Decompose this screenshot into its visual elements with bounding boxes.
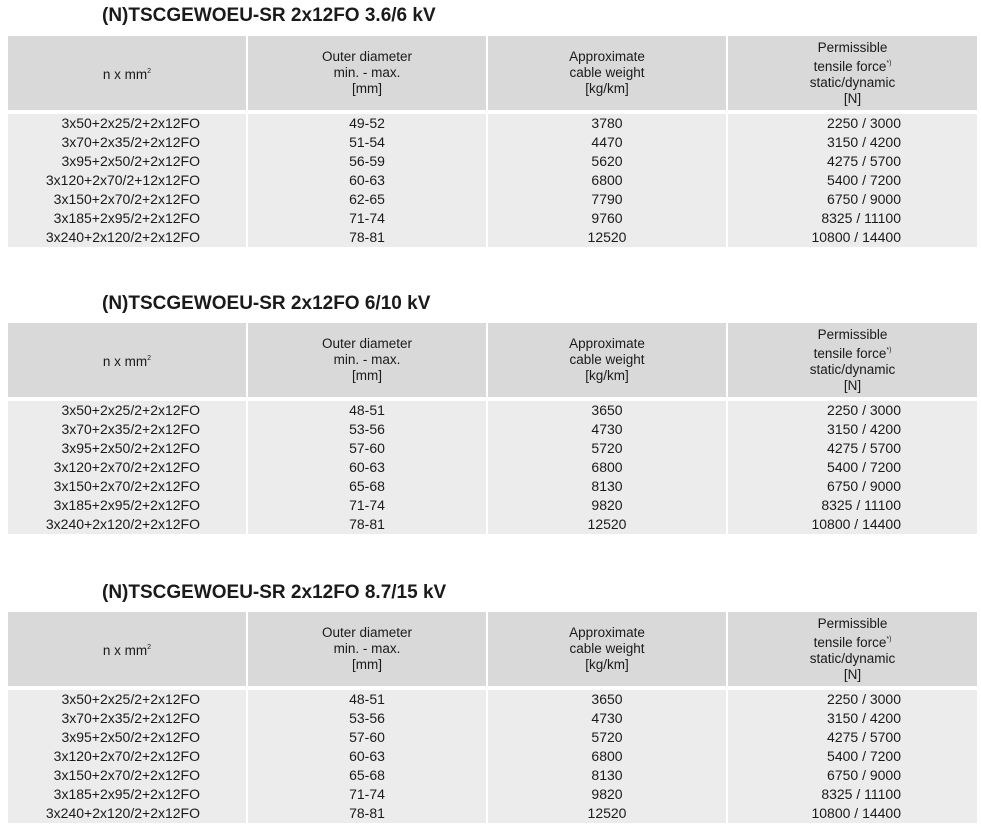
header-outer-diameter: Outer diameter min. - max. [mm] bbox=[248, 612, 486, 686]
header-tensile-force: Permissible tensile force*) static/dynamic [N] bbox=[728, 612, 977, 686]
cell-weight: 6800 bbox=[488, 458, 726, 477]
cell-tensile: 5400 / 7200 bbox=[728, 747, 977, 766]
cell-weight: 9820 bbox=[488, 496, 726, 515]
cell-diameter: 53-56 bbox=[248, 420, 486, 439]
table-row bbox=[8, 496, 977, 515]
cell-tensile: 10800 / 14400 bbox=[728, 515, 977, 534]
cell-type: 3x150+2x70/2+2x12FO bbox=[8, 766, 246, 785]
cell-diameter: 60-63 bbox=[248, 171, 486, 190]
cell-tensile: 6750 / 9000 bbox=[728, 477, 977, 496]
cell-weight: 3650 bbox=[488, 690, 726, 709]
cell-type: 3x185+2x95/2+2x12FO bbox=[8, 209, 246, 228]
table-row bbox=[8, 515, 977, 534]
cell-type: 3x150+2x70/2+2x12FO bbox=[8, 477, 246, 496]
cell-tensile: 10800 / 14400 bbox=[728, 228, 977, 247]
cell-weight: 8130 bbox=[488, 477, 726, 496]
cell-diameter: 57-60 bbox=[248, 728, 486, 747]
cell-weight: 12520 bbox=[488, 515, 726, 534]
header-cable-weight: Approximate cable weight [kg/km] bbox=[488, 612, 726, 686]
table-row bbox=[8, 690, 977, 709]
cell-diameter: 62-65 bbox=[248, 190, 486, 209]
table-row bbox=[8, 401, 977, 420]
cell-type: 3x50+2x25/2+2x12FO bbox=[8, 690, 246, 709]
cell-tensile: 4275 / 5700 bbox=[728, 439, 977, 458]
table-row bbox=[8, 766, 977, 785]
header-cable-weight: Approximate cable weight [kg/km] bbox=[488, 36, 726, 110]
header-cross-section: n x $mm^2$ bbox=[8, 36, 246, 110]
cell-type: 3x185+2x95/2+2x12FO bbox=[8, 496, 246, 515]
cell-weight: 12520 bbox=[488, 228, 726, 247]
cell-tensile: 10800 / 14400 bbox=[728, 804, 977, 823]
section-title: (N)TSCGEWOEU-SR 2x12FO 3.6/6 kV bbox=[102, 5, 436, 26]
table-row bbox=[8, 747, 977, 766]
cell-weight: 4470 bbox=[488, 133, 726, 152]
cell-type: 3x240+2x120/2+2x12FO bbox=[8, 804, 246, 823]
cell-tensile: 8325 / 11100 bbox=[728, 496, 977, 515]
table-row bbox=[8, 209, 977, 228]
cell-tensile: 5400 / 7200 bbox=[728, 171, 977, 190]
cell-type: 3x240+2x120/2+2x12FO bbox=[8, 515, 246, 534]
table-row bbox=[8, 709, 977, 728]
cell-diameter: 65-68 bbox=[248, 766, 486, 785]
cell-tensile: 3150 / 4200 bbox=[728, 420, 977, 439]
cell-weight: 9760 bbox=[488, 209, 726, 228]
cell-diameter: 48-51 bbox=[248, 401, 486, 420]
cell-weight: 4730 bbox=[488, 420, 726, 439]
table-row bbox=[8, 228, 977, 247]
cell-type: 3x120+2x70/2+2x12FO bbox=[8, 747, 246, 766]
header-tensile-force: Permissible tensile force*) static/dynamic [N] bbox=[728, 36, 977, 110]
header-row bbox=[8, 612, 977, 686]
table-row bbox=[8, 152, 977, 171]
cell-tensile: 8325 / 11100 bbox=[728, 785, 977, 804]
cell-weight: 6800 bbox=[488, 171, 726, 190]
cell-diameter: 78-81 bbox=[248, 228, 486, 247]
cell-diameter: 57-60 bbox=[248, 439, 486, 458]
cell-type: 3x70+2x35/2+2x12FO bbox=[8, 420, 246, 439]
cell-diameter: 60-63 bbox=[248, 747, 486, 766]
cell-diameter: 65-68 bbox=[248, 477, 486, 496]
cell-weight: 7790 bbox=[488, 190, 726, 209]
table-row bbox=[8, 439, 977, 458]
cell-diameter: 53-56 bbox=[248, 709, 486, 728]
cell-tensile: 3150 / 4200 bbox=[728, 709, 977, 728]
table-row bbox=[8, 804, 977, 823]
cell-type: 3x150+2x70/2+2x12FO bbox=[8, 190, 246, 209]
cell-diameter: 49-52 bbox=[248, 114, 486, 133]
cell-weight: 3780 bbox=[488, 114, 726, 133]
table-row bbox=[8, 728, 977, 747]
cell-weight: 3650 bbox=[488, 401, 726, 420]
table-row bbox=[8, 190, 977, 209]
cell-type: 3x70+2x35/2+2x12FO bbox=[8, 709, 246, 728]
header-tensile-force: Permissible tensile force*) static/dynamic [N] bbox=[728, 323, 977, 397]
header-cross-section: n x $mm^2$ bbox=[8, 323, 246, 397]
cell-type: 3x240+2x120/2+2x12FO bbox=[8, 228, 246, 247]
table-row bbox=[8, 458, 977, 477]
cell-diameter: 78-81 bbox=[248, 515, 486, 534]
cable-spec-table bbox=[6, 612, 979, 823]
cell-type: 3x70+2x35/2+2x12FO bbox=[8, 133, 246, 152]
cell-type: 3x95+2x50/2+2x12FO bbox=[8, 152, 246, 171]
cell-weight: 5720 bbox=[488, 728, 726, 747]
cell-weight: 8130 bbox=[488, 766, 726, 785]
cell-diameter: 78-81 bbox=[248, 804, 486, 823]
cell-type: 3x185+2x95/2+2x12FO bbox=[8, 785, 246, 804]
cell-weight: 5720 bbox=[488, 439, 726, 458]
table-row bbox=[8, 114, 977, 133]
cell-type: 3x95+2x50/2+2x12FO bbox=[8, 439, 246, 458]
cell-diameter: 71-74 bbox=[248, 496, 486, 515]
cell-weight: 5620 bbox=[488, 152, 726, 171]
header-row bbox=[8, 36, 977, 110]
table-row bbox=[8, 477, 977, 496]
cell-type: 3x50+2x25/2+2x12FO bbox=[8, 114, 246, 133]
cell-tensile: 2250 / 3000 bbox=[728, 401, 977, 420]
header-row bbox=[8, 323, 977, 397]
cell-type: 3x50+2x25/2+2x12FO bbox=[8, 401, 246, 420]
section-title: (N)TSCGEWOEU-SR 2x12FO 8.7/15 kV bbox=[102, 582, 447, 603]
header-outer-diameter: Outer diameter min. - max. [mm] bbox=[248, 36, 486, 110]
cell-tensile: 2250 / 3000 bbox=[728, 114, 977, 133]
cell-tensile: 6750 / 9000 bbox=[728, 766, 977, 785]
cable-spec-table bbox=[6, 323, 979, 534]
cell-diameter: 71-74 bbox=[248, 785, 486, 804]
cell-diameter: 56-59 bbox=[248, 152, 486, 171]
table-row bbox=[8, 785, 977, 804]
cell-tensile: 4275 / 5700 bbox=[728, 152, 977, 171]
header-outer-diameter: Outer diameter min. - max. [mm] bbox=[248, 323, 486, 397]
cell-weight: 12520 bbox=[488, 804, 726, 823]
header-cross-section: n x $mm^2$ bbox=[8, 612, 246, 686]
cell-type: 3x95+2x50/2+2x12FO bbox=[8, 728, 246, 747]
table-row bbox=[8, 420, 977, 439]
cell-tensile: 3150 / 4200 bbox=[728, 133, 977, 152]
cell-tensile: 5400 / 7200 bbox=[728, 458, 977, 477]
cell-weight: 4730 bbox=[488, 709, 726, 728]
section-title: (N)TSCGEWOEU-SR 2x12FO 6/10 kV bbox=[102, 293, 431, 314]
cell-tensile: 6750 / 9000 bbox=[728, 190, 977, 209]
cell-diameter: 48-51 bbox=[248, 690, 486, 709]
table-row bbox=[8, 133, 977, 152]
cell-weight: 6800 bbox=[488, 747, 726, 766]
cell-tensile: 2250 / 3000 bbox=[728, 690, 977, 709]
header-cable-weight: Approximate cable weight [kg/km] bbox=[488, 323, 726, 397]
cell-tensile: 8325 / 11100 bbox=[728, 209, 977, 228]
cell-tensile: 4275 / 5700 bbox=[728, 728, 977, 747]
cable-spec-table bbox=[6, 36, 979, 247]
table-row bbox=[8, 171, 977, 190]
cell-diameter: 51-54 bbox=[248, 133, 486, 152]
cell-diameter: 71-74 bbox=[248, 209, 486, 228]
cell-diameter: 60-63 bbox=[248, 458, 486, 477]
cell-type: 3x120+2x70/2+12x12FO bbox=[8, 171, 246, 190]
cell-type: 3x120+2x70/2+2x12FO bbox=[8, 458, 246, 477]
cell-weight: 9820 bbox=[488, 785, 726, 804]
